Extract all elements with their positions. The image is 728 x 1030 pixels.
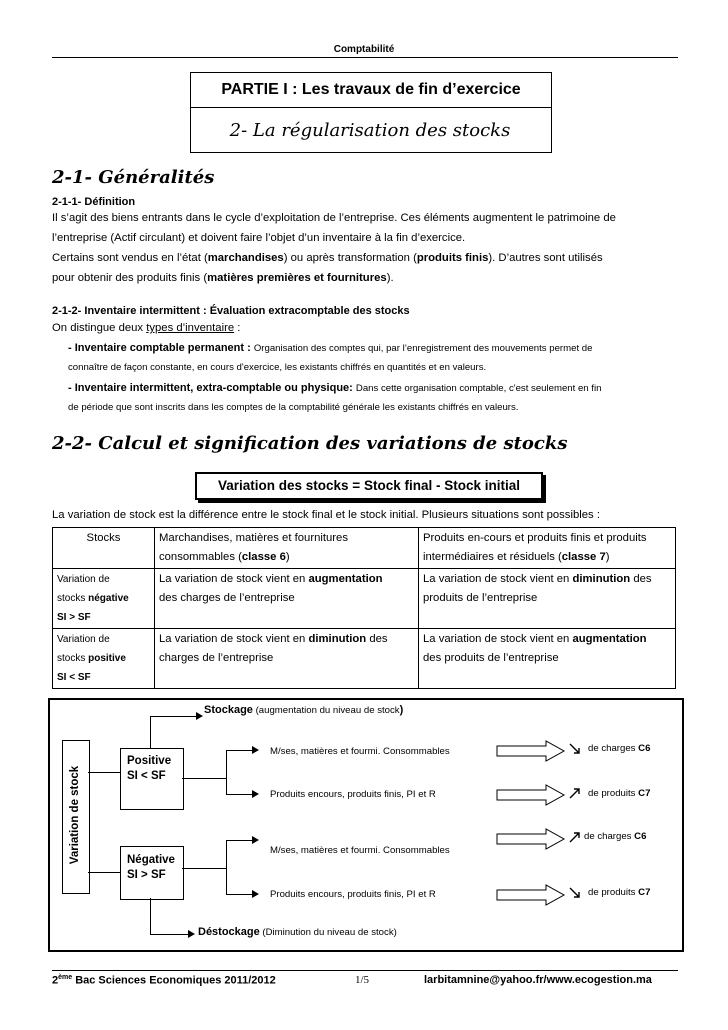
result-charges-c6: de charges C6: [588, 743, 651, 754]
connector: [88, 772, 120, 773]
connector: [88, 872, 120, 873]
arrow-up-right-icon: [568, 786, 582, 800]
arrow-down-right-icon: [568, 742, 582, 756]
arrow-right-icon: [252, 890, 259, 898]
table-header-class6: Marchandises, matières et fournitures consommables (classe 6): [155, 528, 419, 569]
page-header: Comptabilité: [333, 44, 395, 55]
connector: [150, 934, 188, 935]
bullet-permanent-2: connaître de façon constante, en cours d'exercice, les existants chiffrés en quantités et en valeurs.: [68, 362, 487, 373]
block-arrow-icon: [496, 884, 566, 906]
table-row: [53, 528, 676, 569]
variation-diagram: [48, 698, 684, 952]
table-row: [53, 569, 676, 629]
bullet-intermittent-2: de période que sont inscrits dans les comptes de la comptabilité générale les existants chiffrés en valeurs.: [68, 402, 519, 413]
section-heading-2-2: 2-2- Calcul et signification des variations de stocks: [52, 433, 568, 454]
table-cell: La variation de stock vient en augmentation des charges de l’entreprise: [155, 569, 419, 629]
inventaire-intro: On distingue deux types d’inventaire :: [52, 322, 241, 334]
connector: [226, 750, 227, 794]
result-produits-c7: de produits C7: [588, 887, 651, 898]
table-cell-positive: Variation de stocks positive SI < SF: [53, 629, 155, 689]
bullet-permanent-1: - Inventaire comptable permanent : Organisation des comptes qui, par l’enregistrement des mouvements permet de: [68, 342, 593, 354]
footer-page-number: 1/5: [355, 974, 370, 986]
table-cell: La variation de stock vient en diminution des produits de l’entreprise: [419, 569, 676, 629]
connector: [226, 840, 252, 841]
header-rule: [52, 57, 678, 58]
diagram-item-produits-1: Produits encours, produits finis, PI et R: [270, 789, 436, 800]
connector: [226, 894, 252, 895]
diagram-item-produits-2: Produits encours, produits finis, PI et R: [270, 889, 436, 900]
definition-line-1: Il s’agit des biens entrants dans le cycle d’exploitation de l’entreprise. Ces éléments augmentent le patrimoine de: [52, 212, 616, 224]
block-arrow-icon: [496, 784, 566, 806]
arrow-right-icon: [252, 746, 259, 754]
table-header-stocks: Stocks: [53, 528, 155, 569]
table-header-class7: Produits en-cours et produits finis et produits intermédiaires et résiduels (classe 7): [419, 528, 676, 569]
connector: [182, 778, 226, 779]
diagram-item-marchandises-2: M/ses, matières et fourmi. Consommables: [270, 845, 450, 856]
part-title: PARTIE I : Les travaux de fin d’exercice: [190, 72, 552, 108]
table-cell-negative: Variation de stocks négative SI > SF: [53, 569, 155, 629]
stockage-label: Stockage (augmentation du niveau de stock): [204, 704, 404, 716]
definition-line-2: l’entreprise (Actif circulant) et doivent faire l’objet d’un inventaire à la fin d’exercice.: [52, 232, 466, 244]
connector: [226, 840, 227, 894]
formula-box: Variation des stocks = Stock final - Stock initial: [195, 472, 543, 500]
footer-contact: larbitamnine@yahoo.fr/www.ecogestion.ma: [424, 974, 652, 986]
arrow-right-icon: [252, 790, 259, 798]
variation-intro: La variation de stock est la différence entre le stock final et le stock initial. Plusieurs situations sont possibles :: [52, 509, 600, 521]
variation-vertical-label: Variation de stock: [69, 765, 81, 865]
connector: [182, 868, 226, 869]
definition-line-4: pour obtenir des produits finis (matières premières et fournitures).: [52, 272, 394, 284]
positive-label: Positive SI < SF: [127, 755, 172, 782]
connector: [150, 898, 151, 934]
arrow-up-right-icon: [568, 830, 582, 844]
subheading-definition: 2-1-1- Définition: [52, 196, 136, 208]
footer-class: 2ème Bac Sciences Economiques 2011/2012: [52, 974, 276, 987]
connector: [226, 750, 252, 751]
table-row: [53, 629, 676, 689]
negative-label: Négative SI > SF: [127, 854, 175, 881]
bullet-intermittent-1: - Inventaire intermittent, extra-comptable ou physique: Dans cette organisation comptable, c'est seulement en fin: [68, 382, 602, 394]
footer-rule: [52, 970, 678, 971]
result-produits-c7: de produits C7: [588, 788, 651, 799]
variation-table: [52, 527, 676, 689]
diagram-item-marchandises-1: M/ses, matières et fourmi. Consommables: [270, 746, 450, 757]
chapter-title: 2- La régularisation des stocks: [229, 120, 511, 141]
connector: [150, 716, 151, 748]
arrow-right-icon: [252, 836, 259, 844]
section-heading-2-1: 2-1- Généralités: [52, 167, 215, 188]
result-charges-c6: de charges C6: [584, 831, 647, 842]
destockage-label: Déstockage (Diminution du niveau de stock): [198, 926, 397, 938]
block-arrow-icon: [496, 740, 566, 762]
connector: [226, 794, 252, 795]
arrow-right-icon: [196, 712, 203, 720]
connector: [150, 716, 196, 717]
block-arrow-icon: [496, 828, 566, 850]
arrow-down-right-icon: [568, 886, 582, 900]
table-cell: La variation de stock vient en augmentation des produits de l’entreprise: [419, 629, 676, 689]
table-cell: La variation de stock vient en diminution des charges de l’entreprise: [155, 629, 419, 689]
subheading-inventaire: 2-1-2- Inventaire intermittent : Évaluation extracomptable des stocks: [52, 305, 410, 317]
definition-line-3: Certains sont vendus en l’état (marchandises) ou après transformation (produits finis). D’autres sont utilisés: [52, 252, 603, 264]
arrow-right-icon: [188, 930, 195, 938]
